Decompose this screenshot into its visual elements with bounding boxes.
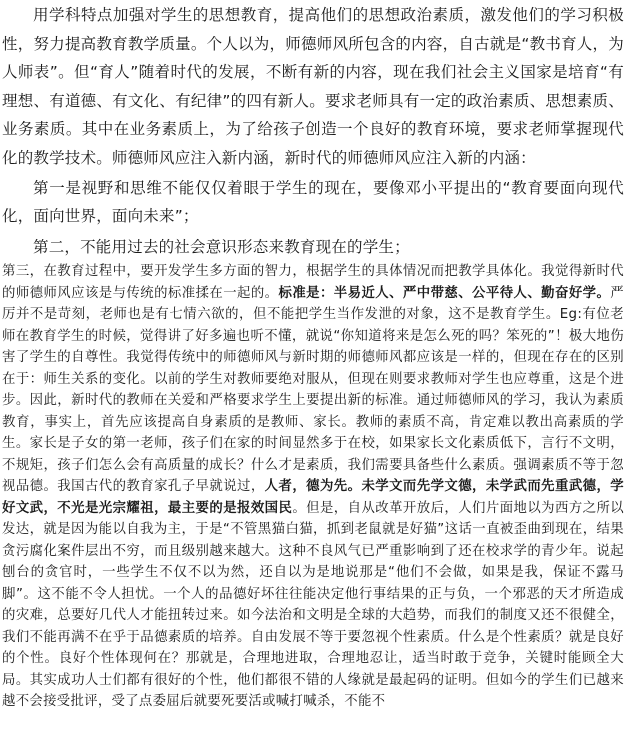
third-point-text-e: 。但是，自从改革开放后，人们片面地以为西方之所以发达，就是因为能以自我为主，于是“不管黑猫白猫，抓到老鼠就是好猫”这话一直被歪曲到现在，结果贪污腐化案件层出不穷，而且级别越来越大。这种不良风气已严重影响到了还在校求学的青少年。说起刨台的贪官时，一些学生不仅不以为然，还自以为是地说那是“他们不会做，如果是我，保证不露马脚”。这不能不令人担忧。一个人的品德好坏往往能决定他行事结果的正与负，一个邪恶的天才所造成的灾难，总要好几代人才能扭转过来。如今法治和文明是全球的大趋势，而我们的制度又还不很健全，我们不能再满不在乎于品德素质的培养。自由发展不等于要忽视个性素质。什么是个性素质？就是良好的个性。良好个性体现何在？那就是，合理地进取，合理地忍让，适当时敢于竞争，关键时能顾全大局。其实成功人士们都有很好的个性，他们都很不错的人缘就是最起码的证明。但如今的学生们已越来越不会接受批评，受了点委屈后就要死要活或喊打喊杀，不能不 bbox=[2, 500, 624, 710]
third-point-text-a: 第三，在教育过程中，要开发学生多方面的智力，根据学生的具体情况而把教学具体化。我觉得新时代的师德师风应该是与传统的标准揉在一起的。 bbox=[2, 264, 624, 301]
paragraph-intro: 用学科特点加强对学生的思想教育，提高他们的思想政治素质，激发他们的学习积极性，努力提高教育教学质量。个人以为，师德师风所包含的内容，自古就是“教书育人，为人师表”。但“育人”随着时代的发展，不断有新的内容，现在我们社会主义国家是培育“有理想、有道德、有文化、有纪律”的四有新人。要求老师具有一定的政治素质、思想素质、业务素质。其中在业务素质上，为了给孩子创造一个良好的教育环境，要求老师掌握现代化的教学技术。师德师风应注入新内涵，新时代的师德师风应注入新的内涵： bbox=[2, 6, 624, 167]
paragraph-second-point: 第二，不能用过去的社会意识形态来教育现在的学生； bbox=[33, 237, 410, 256]
paragraph-first-point: 第一是视野和思维不能仅仅着眼于学生的现在，要像邓小平提出的“教育要面向现代化，面向世界，面向未来”； bbox=[2, 178, 624, 226]
third-point-confucius-bold: 人者，德为先。未学文而先学文德，未学武而先重武德，学好文武，不光是光宗耀祖，最主要的是报效国民 bbox=[2, 479, 624, 516]
third-point-text-c: 严厉并不是苛刻，老师也是有七情六欲的，但不能把学生当作发泄的对象，这不是教育学生。Eg:有位老师在教育学生的时候，觉得讲了好多遍也听不懂，就说“你知道将来是怎么死的吗？笨死的”！极大地伤害了学生的自尊性。我觉得传统中的师德师风与新时期的师德师风都应该是一样的，但现在存在的区别在于：师生关系的变化。以前的学生对教师要绝对服从，但现在则要求教师对学生也应尊重，这是个进步。因此，新时代的教师在关爱和严格要求学生上要提出新的标准。通过师德师风的学习，我认为素质教育，事实上，首先应该提高自身素质的是教师、家长。教师的素质不高，肯定难以教出高素质的学生。家长是子女的第一老师，孩子们在家的时间显然多于在校，如果家长文化素质低下，言行不文明，不规矩，孩子们怎么会有高质量的成长？什么才是素质，我们需要具备些什么素质。强调素质不等于忽视品德。我国古代的教育家孔子早就说过， bbox=[2, 285, 624, 495]
third-point-standard-bold: 标准是：半易近人、严中带慈、公平待人、勤奋好学。 bbox=[278, 285, 611, 301]
paragraph-third-point bbox=[0, 261, 626, 713]
